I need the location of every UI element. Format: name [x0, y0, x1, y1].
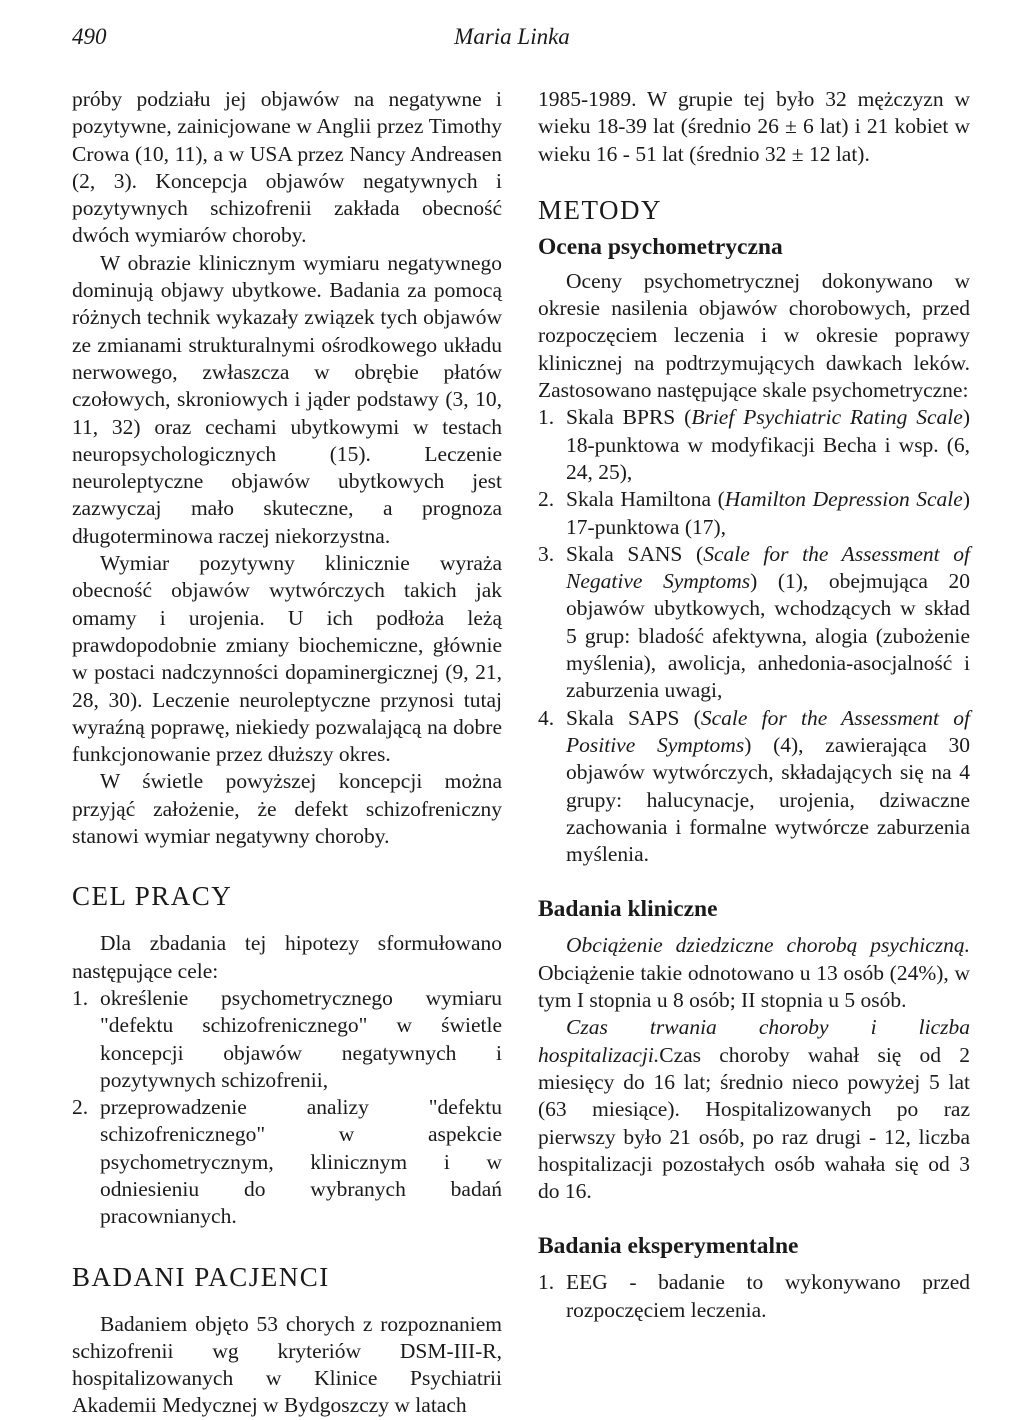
list-item: 2. Skala Hamiltona (Hamilton Depression Scale) 17-punktowa (17), — [538, 487, 970, 539]
paragraph: Czas trwania choroby i liczba hospitalizacji.Czas choroby wahał się od 2 miesięcy do 16 lat; średnio nieco powyżej 5 lat (63 miesiące). Hospitalizowanych po raz pierwszy było 21 osób, po raz drugi - 12, liczba hospitalizacji pozostałych osób wahała się od 3 do 16. — [538, 1015, 970, 1204]
paragraph: 1985-1989. W grupie tej było 32 mężczyzn w wieku 18-39 lat (średnio 26 ± 6 lat) i 21 kobiet w wieku 16 - 51 lat (średnio 32 ± 12 lat). — [538, 87, 970, 166]
paragraph: Dla zbadania tej hipotezy sformułowano następujące cele: — [72, 931, 502, 983]
list-item: 2. przeprowadzenie analizy "defektu schizofrenicznego" w aspekcie psychometrycznym, klinicznym i w odniesieniu do wybranych badań pracownianych. — [72, 1095, 502, 1229]
list-item: 1. EEG - badanie to wykonywano przed rozpoczęciem leczenia. — [538, 1270, 970, 1322]
paragraph: Oceny psychometrycznej dokonywano w okresie nasilenia objawów chorobowych, przed rozpoczęciem leczenia i w okresie poprawy klinicznej na podtrzymujących dawkach leków. Zastosowano następujące skale psychometryczne: — [538, 268, 970, 403]
scales-list — [538, 404, 970, 868]
paragraph: W świetle powyższej koncepcji można przyjąć założenie, że defekt schizofreniczny stanowi wymiar negatywny choroby. — [72, 769, 502, 849]
subsection-heading-kliniczne: Badania kliniczne — [538, 896, 718, 923]
page-header — [0, 24, 1024, 60]
paragraph: Wymiar pozytywny klinicznie wyraża obecność objawów wytwórczych takich jak omamy i urojenia. U ich podłoża leżą prawdopodobnie zmiany biochemiczne, głównie w postaci nadczynności dopaminergicznej (9, 21, 28, 30). Leczenie neuroleptyczne przynosi tutaj wyraźną poprawę, niekiedy pozwalającą na dobre funkcjonowanie przez dłuższy okres. — [72, 551, 502, 767]
list-item: 1. określenie psychometrycznego wymiaru "defektu schizofrenicznego" w świetle koncepcji objawów negatywnych i pozytywnych schizofrenii, — [72, 985, 502, 1092]
list-item: 1. Skala BPRS (Brief Psychiatric Rating Scale) 18-punktowa w modyfikacji Becha i wsp. (6, 24, 25), — [538, 405, 970, 484]
paragraph: Badaniem objęto 53 chorych z rozpoznaniem schizofrenii wg kryteriów DSM-III-R, hospitalizowanych w Klinice Psychiatrii Akademii Medycznej w Bydgoszczy w latach — [72, 1311, 502, 1418]
page-number: 490 — [72, 24, 107, 49]
list-item: 3. Skala SANS (Scale for the Assessment of Negative Symptoms) (1), obejmująca 20 objawów ubytkowych, wchodzących w skład 5 grup: bladość afektywna, alogia (zubożenie myślenia), awolicja, anhedonia-asocjalność i zaburzenia uwagi, — [538, 541, 970, 703]
paragraph: próby podziału jej objawów na negatywne i pozytywne, zainicjowane w Anglii przez Timothy Crowa (10, 11), a w USA przez Nancy Andreasen (2, 3). Koncepcja objawów negatywnych i pozytywnych schizofrenii zakłada obecność dwóch wymiarów choroby. — [72, 87, 502, 248]
left-column — [72, 86, 502, 1420]
section-heading-cel-pracy: CEL PRACY — [72, 881, 233, 912]
subsection-heading-eksperymentalne: Badania eksperymentalne — [538, 1233, 799, 1260]
right-column — [538, 86, 970, 1324]
subsection-heading-ocena: Ocena psychometryczna — [538, 233, 783, 260]
paragraph: W obrazie klinicznym wymiaru negatywnego dominują objawy ubytkowe. Badania za pomocą różnych technik wykazały związek tych objawów ze zmianami strukturalnymi ośrodkowego układu nerwowego, zwłaszcza w obrębie płatów czołowych, skroniowych i jąder podstawy (3, 10, 11, 32) oraz cechami ubytkowymi w testach neuropsychologicznych (15). Leczenie neuroleptyczne objawów ubytkowych jest zazwyczaj mało skuteczne, a prognoza długoterminowa raczej niekorzystna. — [72, 250, 502, 548]
section-heading-metody: METODY — [538, 194, 663, 225]
section-heading-badani-pacjenci: BADANI PACJENCI — [72, 1261, 330, 1292]
list-item: 4. Skala SAPS (Scale for the Assessment of Positive Symptoms) (4), zawierająca 30 objawów wytwórczych, składających się na 4 grupy: halucynacje, urojenia, dziwaczne zachowania i formalne wytwórcze zaburzenia myślenia. — [538, 705, 971, 867]
experimental-list — [538, 1269, 970, 1324]
running-head: Maria Linka — [454, 24, 570, 49]
paragraph: Obciążenie dziedziczne chorobą psychiczną. Obciążenie takie odnotowano u 13 osób (24%), w tym I stopnia u 8 osób; II stopnia u 5 osób. — [538, 933, 970, 1013]
goals-list — [72, 985, 502, 1231]
